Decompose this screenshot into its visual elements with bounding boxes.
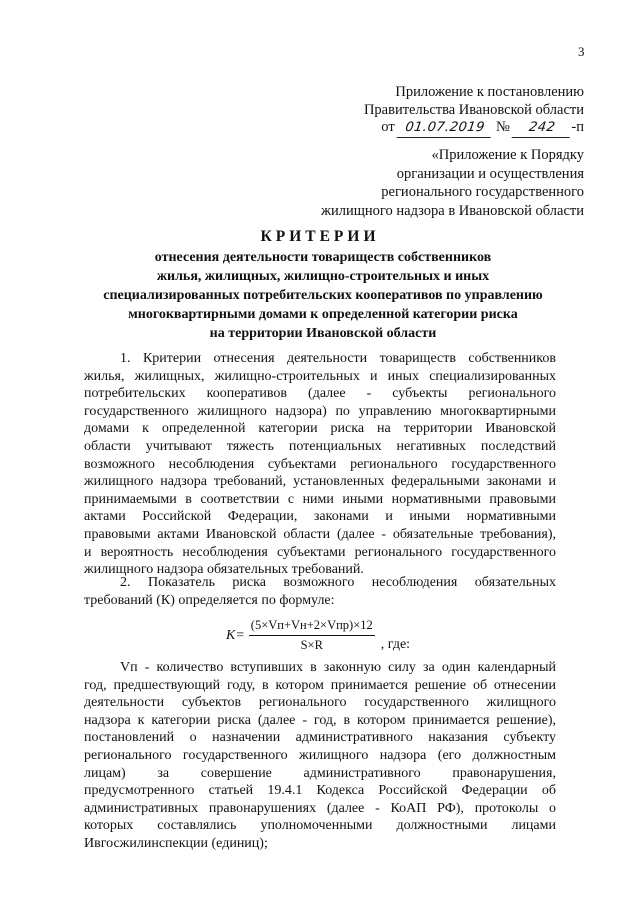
text-line: лицам) за совершение административного правонарушения, bbox=[84, 765, 556, 781]
appendix-date-line bbox=[364, 119, 584, 138]
order-line-2: организации и осуществления bbox=[396, 165, 584, 182]
page-number: 3 bbox=[578, 44, 585, 59]
formula-lhs: K= bbox=[226, 627, 245, 643]
subtitle-line-3: специализированных потребительских кооперативов по управлению bbox=[103, 288, 543, 303]
text-line: год, предшествующий году, в котором принимается решение об отнесении bbox=[84, 677, 556, 693]
text-line: жилищного надзора обязательных требований. bbox=[84, 562, 364, 578]
handwritten-date: 01.07.2019 bbox=[397, 119, 494, 138]
text-line: постановлений о назначении административного наказания субъекту bbox=[84, 730, 556, 746]
text-line: жилья, жилищных, жилищно-строительных и иных специализированных bbox=[84, 368, 556, 384]
text-line: которых составлялись уполномоченными должностными лицами bbox=[84, 818, 556, 834]
formula-suffix: , где: bbox=[380, 636, 411, 652]
subtitle-line-4: многоквартирными домами к определенной категории риска bbox=[128, 307, 518, 322]
risk-formula bbox=[226, 618, 410, 653]
text-line: деятельности субъектов регионального государственного жилищного bbox=[84, 695, 556, 711]
order-line-3: регионального государственного bbox=[381, 184, 584, 200]
text-line: административных правонарушениях (далее - КоАП РФ), протоколы о bbox=[84, 800, 556, 816]
text-line: 1. Критерии отнесения деятельности товариществ собственников bbox=[120, 351, 556, 366]
text-line: актами Российской Федерации, законами и иными нормативными bbox=[84, 509, 556, 525]
appendix-line-1: Приложение к постановлению bbox=[395, 84, 584, 100]
subtitle-line-2: жилья, жилищных, жилищно-строительных и иных bbox=[156, 269, 490, 284]
order-line-4: жилищного надзора в Ивановской области bbox=[320, 202, 584, 219]
document-title: КРИТЕРИИ bbox=[260, 228, 380, 245]
text-line: принимаемыми в соответствии с ними иными нормативными правовыми bbox=[84, 491, 556, 507]
text-line: надзора к категории риска (далее - год, в котором принимается решение), bbox=[84, 712, 556, 728]
text-line: регионального государственного жилищного надзора (его должностным bbox=[84, 747, 556, 763]
number-label: № bbox=[495, 119, 510, 135]
text-line: возможного несоблюдения субъектами регионального государственного bbox=[84, 456, 556, 472]
subtitle-line-1: отнесения деятельности товариществ собственников bbox=[154, 250, 492, 265]
text-line: потребительских кооперативов (далее - субъекты регионального bbox=[84, 386, 556, 402]
text-line: государственного жилищного надзора) по управлению многоквартирными bbox=[84, 403, 556, 419]
from-label: от bbox=[381, 119, 395, 135]
text-line: домами к определенной категории риска на территории Ивановской bbox=[84, 421, 556, 437]
text-line: и вероятность несоблюдения субъектами регионального государственного bbox=[84, 544, 556, 560]
formula-numerator: (5×Vп+Vн+2×Vпр)×12 bbox=[249, 618, 375, 636]
order-line-1: «Приложение к Порядку bbox=[431, 147, 584, 163]
number-suffix: -п bbox=[571, 119, 584, 135]
handwritten-number: 242 bbox=[512, 119, 573, 138]
paragraph-3 bbox=[84, 659, 556, 853]
text-line: 2. Показатель риска возможного несоблюдения обязательных bbox=[120, 575, 556, 590]
appendix-header bbox=[364, 84, 584, 138]
appendix-line-2: Правительства Ивановской области bbox=[363, 101, 584, 118]
document-subtitle bbox=[90, 248, 556, 343]
paragraph-1 bbox=[84, 350, 556, 579]
text-line: правовыми актами Ивановской области (далее - обязательные требования), bbox=[84, 526, 556, 542]
text-line: предусмотренного статьей 19.4.1 Кодекса Российской Федерации об bbox=[84, 783, 556, 799]
formula-denominator: S×R bbox=[300, 638, 323, 652]
subtitle-line-5: на территории Ивановской области bbox=[209, 326, 437, 341]
formula-fraction bbox=[249, 618, 375, 653]
text-line: области учитывают тяжесть потенциальных негативных последствий bbox=[84, 438, 556, 454]
order-appendix bbox=[321, 146, 584, 220]
text-line: жилищного надзора требований, установленных федеральными законами и bbox=[84, 474, 556, 490]
text-line: Vп - количество вступивших в законную силу за один календарный bbox=[120, 660, 556, 675]
paragraph-2 bbox=[84, 574, 556, 609]
text-line: Ивгосжилинспекции (единиц); bbox=[84, 835, 268, 851]
text-line: требований (К) определяется по формуле: bbox=[84, 592, 335, 608]
